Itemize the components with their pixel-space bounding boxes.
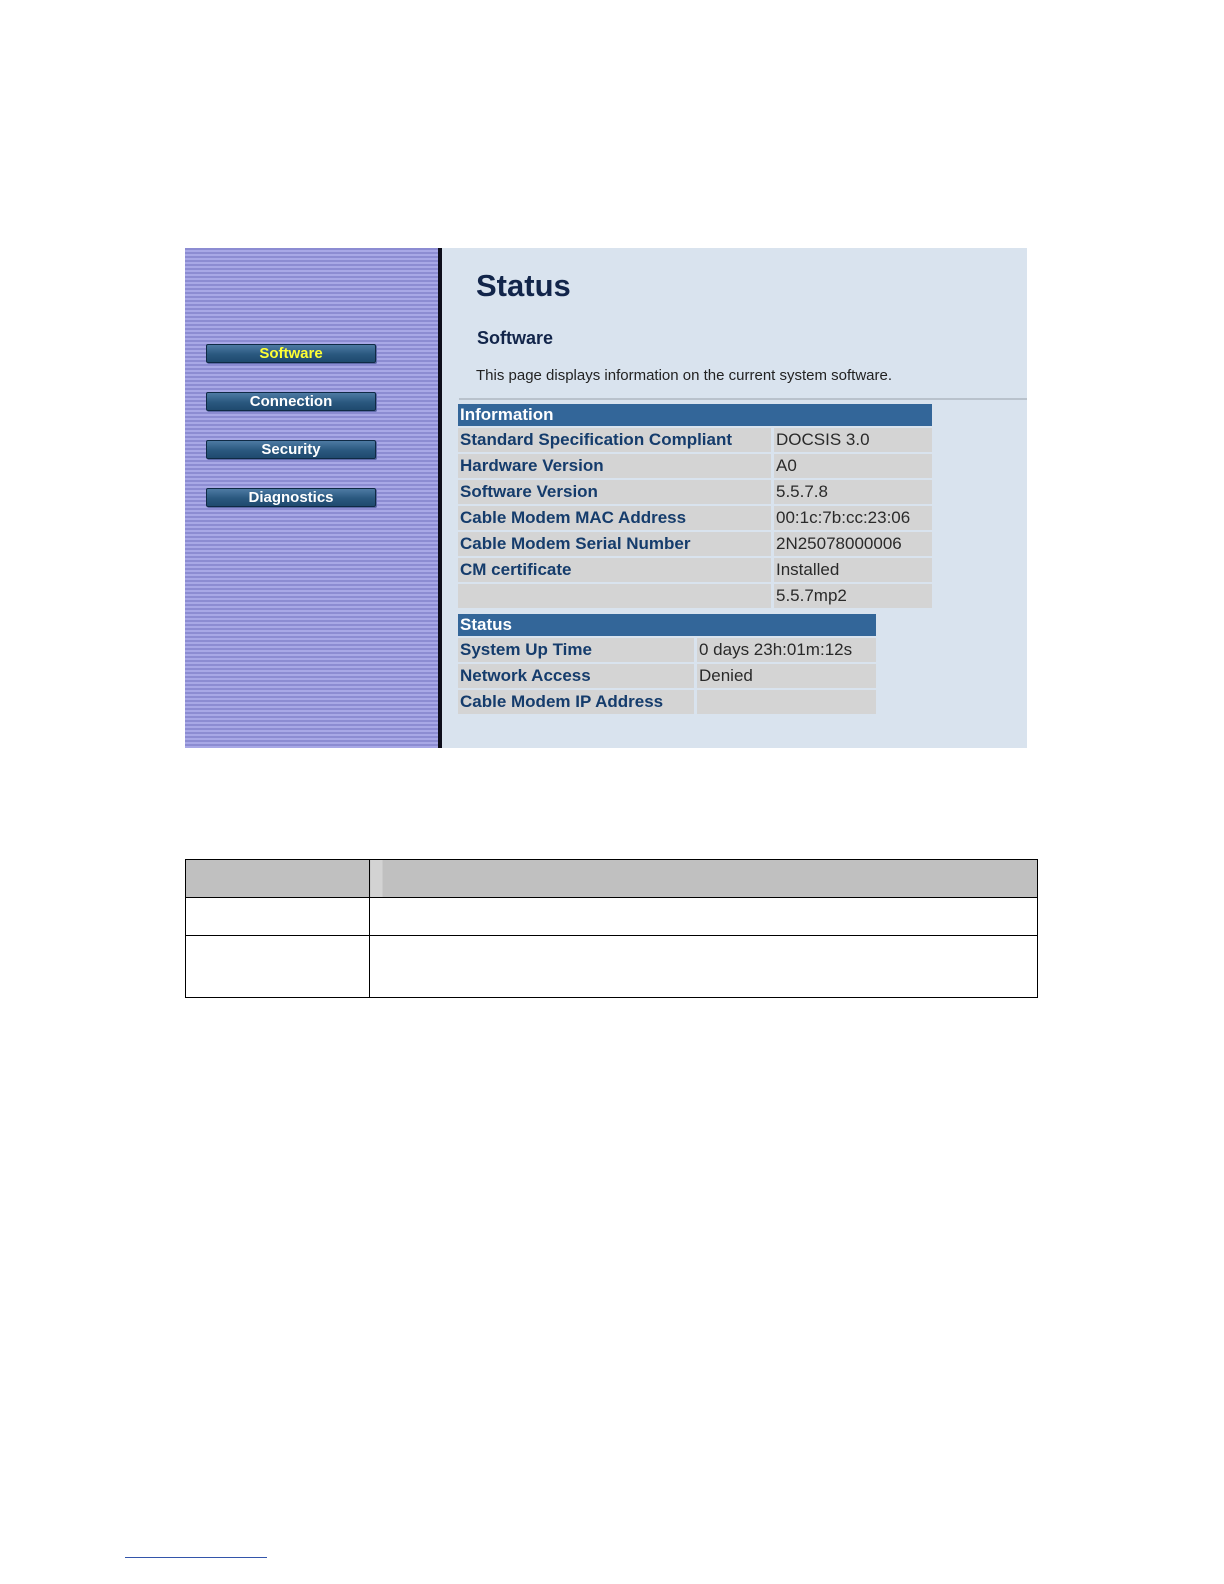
row-label [458,584,774,608]
row-value: 2N25078000006 [774,532,932,556]
nav-security-button[interactable]: Security [206,440,376,459]
table-row [458,664,876,688]
table-row [458,584,932,608]
row-value: 5.5.7.8 [774,480,932,504]
row-value: Denied [697,664,876,688]
table-row [458,480,932,504]
information-table [458,402,932,610]
modem-ui-screenshot [185,248,1027,748]
table-row [186,936,1038,998]
sidebar [185,248,438,748]
row-label: Hardware Version [458,454,774,478]
nav-diagnostics-button[interactable]: Diagnostics [206,488,376,507]
table-cell [186,898,370,936]
table-row [458,454,932,478]
row-value: Installed [774,558,932,582]
row-value: DOCSIS 3.0 [774,428,932,452]
row-value: A0 [774,454,932,478]
status-table [458,612,876,716]
status-header: Status [458,614,876,636]
nav-software-button[interactable]: Software [206,344,376,363]
separator [459,398,1027,400]
row-label: Software Version [458,480,774,504]
row-label: Cable Modem IP Address [458,690,697,714]
footnote-separator [125,1557,267,1558]
table-row [458,506,932,530]
table-cell [370,898,1038,936]
table-row [186,898,1038,936]
header-cell [186,860,370,898]
table-row [458,638,876,662]
row-label: Standard Specification Compliant [458,428,774,452]
table-row [458,428,932,452]
table-row [458,690,876,714]
row-value: 5.5.7mp2 [774,584,932,608]
row-value [697,690,876,714]
table-row [458,532,932,556]
document-table [185,859,1038,998]
nav-connection-button[interactable]: Connection [206,392,376,411]
table-header-row [186,860,1038,898]
row-label: CM certificate [458,558,774,582]
row-value: 0 days 23h:01m:12s [697,638,876,662]
table-cell [186,936,370,998]
row-label: Cable Modem MAC Address [458,506,774,530]
page-description: This page displays information on the current system software. [476,367,893,384]
table-cell [370,936,1038,998]
row-label: System Up Time [458,638,697,662]
information-header: Information [458,404,932,426]
page-title: Status [476,268,571,303]
header-cell [370,860,1038,898]
row-value: 00:1c:7b:cc:23:06 [774,506,932,530]
row-label: Cable Modem Serial Number [458,532,774,556]
table-row [458,558,932,582]
main-panel [442,248,1027,748]
section-title: Software [477,328,554,348]
row-label: Network Access [458,664,697,688]
